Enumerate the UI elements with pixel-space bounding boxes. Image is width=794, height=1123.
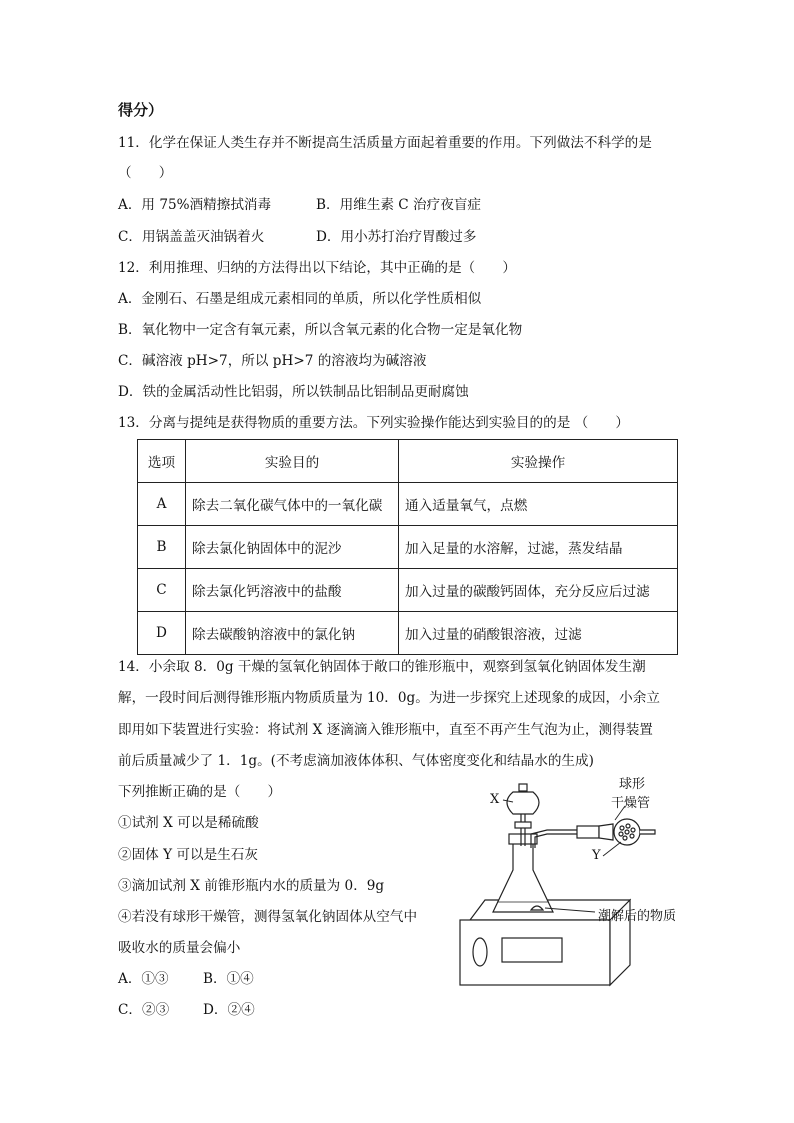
q11-stem: 11．化学在保证人类生存并不断提高生活质量方面起着重要的作用。下列做法不科学的是	[118, 135, 652, 151]
table-cell-option: D	[138, 612, 186, 655]
q14-line-3: 即用如下装置进行实验：将试剂 X 逐滴滴入锥形瓶中，直至不再产生气泡为止，测得装置	[118, 722, 653, 738]
rubber-stopper	[509, 834, 537, 844]
table-cell-operation: 加入过量的硝酸银溶液，过滤	[399, 612, 678, 655]
label-reagent-x: X	[490, 792, 500, 807]
q12-option-a: A．金刚石、石墨是组成元素相同的单质，所以化学性质相似	[118, 291, 482, 307]
ball-drying-tube	[577, 819, 655, 845]
table-row	[138, 612, 678, 655]
label-drying-tube-2: 干燥管	[611, 796, 651, 811]
table-cell-option: B	[138, 526, 186, 569]
conical-flask	[493, 834, 553, 912]
q11-paren: （ ）	[118, 165, 173, 181]
q14-statement-1: ①试剂 X 可以是稀硫酸	[118, 815, 259, 831]
q14-choice-b: B．①④	[203, 971, 254, 987]
table-row	[138, 526, 678, 569]
table-header-purpose: 实验目的	[186, 440, 399, 483]
q14-line-4: 前后质量减少了 1．1g。(不考虑滴加液体体积、气体密度变化和结晶水的生成)	[118, 753, 594, 769]
q13-table	[137, 439, 678, 655]
table-header-option: 选项	[138, 440, 186, 483]
q14-statement-4-cont: 吸收水的质量会偏小	[118, 940, 241, 956]
q11-option-a: A．用 75%酒精擦拭消毒	[118, 197, 272, 213]
table-header-row	[138, 440, 678, 483]
table-cell-operation: 加入足量的水溶解，过滤，蒸发结晶	[399, 526, 678, 569]
table-cell-operation: 加入过量的碳酸钙固体，充分反应后过滤	[399, 569, 678, 612]
table-cell-option: A	[138, 483, 186, 526]
table-row	[138, 569, 678, 612]
q14-line-2: 解，一段时间后测得锥形瓶内物质质量为 10．0g。为进一步探究上述现象的成因，小余立	[118, 690, 660, 706]
table-cell-purpose: 除去碳酸钠溶液中的氯化钠	[186, 612, 399, 655]
q12-stem: 12．利用推理、归纳的方法得出以下结论，其中正确的是（ ）	[118, 260, 516, 276]
q12-option-d: D．铁的金属活动性比铝弱，所以铁制品比铝制品更耐腐蚀	[118, 384, 469, 400]
table-cell-operation: 通入适量氧气，点燃	[399, 483, 678, 526]
table-row	[138, 483, 678, 526]
q14-statement-3: ③滴加试剂 X 前锥形瓶内水的质量为 0．9g	[118, 878, 385, 894]
leader-y	[603, 842, 621, 856]
table-cell-purpose: 除去二氧化碳气体中的一氧化碳	[186, 483, 399, 526]
q14-statement-2: ②固体 Y 可以是生石灰	[118, 847, 258, 863]
q14-choice-c: C．②③	[118, 1002, 170, 1018]
score-header: 得分）	[118, 101, 164, 119]
table-header-operation: 实验操作	[399, 440, 678, 483]
q13-stem: 13．分离与提纯是获得物质的重要方法。下列实验操作能达到实验目的的是 （ ）	[118, 415, 629, 431]
label-solid-y: Y	[592, 848, 601, 863]
label-drying-tube-1: 球形	[619, 777, 646, 792]
q11-option-c: C．用锅盖盖灭油锅着火	[118, 229, 265, 245]
q14-choice-d: D．②④	[203, 1002, 255, 1018]
q14-prompt: 下列推断正确的是（ ）	[118, 784, 282, 800]
q14-line-1: 14．小余取 8．0g 干燥的氢氧化钠固体于敞口的锥形瓶中，观察到氢氧化钠固体发生潮	[118, 659, 646, 675]
q14-choice-a: A．①③	[118, 971, 169, 987]
q12-option-c: C．碱溶液 pH>7，所以 pH>7 的溶液均为碱溶液	[118, 353, 427, 369]
table-cell-option: C	[138, 569, 186, 612]
q14-statement-4: ④若没有球形干燥管，测得氢氧化钠固体从空气中	[118, 909, 418, 925]
table-cell-purpose: 除去氯化钠固体中的泥沙	[186, 526, 399, 569]
q11-option-b: B．用维生素 C 治疗夜盲症	[316, 197, 481, 213]
q11-option-d: D．用小苏打治疗胃酸过多	[316, 229, 477, 245]
delivery-tube	[531, 830, 577, 848]
stopcock	[515, 822, 531, 828]
table-cell-purpose: 除去氯化钙溶液中的盐酸	[186, 569, 399, 612]
label-deliquesced-substance: 潮解后的物质	[598, 909, 677, 924]
q12-option-b: B．氧化物中一定含有氧元素，所以含氧元素的化合物一定是氧化物	[118, 322, 523, 338]
